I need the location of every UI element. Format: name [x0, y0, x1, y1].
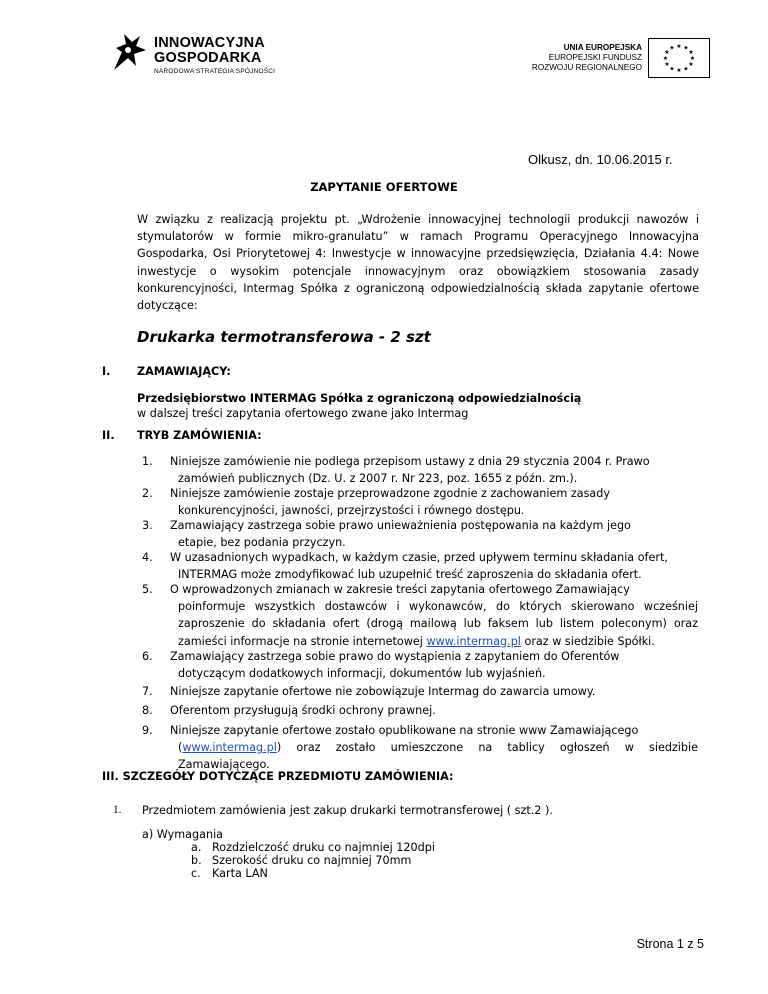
list-item-text: etapie, bez podania przyczyn. [178, 536, 346, 550]
list-item-text: Niniejsze zapytanie ofertowe zostało opublikowane na stronie www Zamawiającego [170, 724, 639, 737]
section1-company: Przedsiębiorstwo INTERMAG Spółka z ograniczoną odpowiedzialnością [137, 392, 582, 405]
eu-line2: EUROPEJSKI FUNDUSZ [548, 53, 642, 62]
list-item [170, 702, 698, 719]
requirement-text: Szerokość druku co najmniej 70mm [212, 854, 412, 867]
svg-text:★: ★ [676, 43, 682, 50]
list-item [170, 683, 698, 700]
eu-line3: ROZWOJU REGIONALNEGO [531, 63, 642, 72]
section2-number: II. [102, 429, 115, 442]
list-item-number: 9. [142, 724, 153, 737]
list-item-number: 3. [142, 519, 153, 532]
list-item-text: ) oraz zostało umieszczone na tablicy ogłoszeń w siedzibie Zamawiającego. [178, 741, 698, 772]
list-item-text: Niniejsze zamówienie zostaje przeprowadzone zgodnie z zachowaniem zasady [170, 487, 610, 500]
list-item [170, 485, 698, 519]
section3-item-number: 1. [113, 804, 122, 816]
eu-logo-text [532, 43, 642, 73]
section2-heading: TRYB ZAMÓWIENIA: [137, 429, 262, 442]
requirements-label: a) Wymagania [142, 828, 224, 841]
list-item-text: Zamawiający zastrzega sobie prawo do wystąpienia z zapytaniem do Oferentów [170, 650, 620, 663]
svg-text:★: ★ [683, 65, 689, 73]
list-item-text: dotyczącym dodatkowych informacji, dokumentów lub wyjaśnień. [178, 667, 546, 681]
list-item-text: INTERMAG może zmodyfikować lub uzupełnić treść zaproszenia do składania ofert. [178, 568, 642, 582]
requirement-letter: a. [191, 841, 202, 854]
list-item [170, 648, 698, 682]
requirement-letter: c. [191, 867, 201, 880]
logo-line3: NARODOWA STRATEGIA SPÓJNOŚCI [154, 68, 276, 75]
svg-text:★: ★ [683, 44, 689, 52]
list-item [170, 517, 698, 551]
svg-text:★: ★ [669, 65, 675, 73]
list-item-text: Oferentom przysługują środki ochrony prawnej. [170, 704, 436, 717]
list-item-text: ( [178, 741, 183, 755]
list-item-number: 2. [142, 487, 153, 500]
list-item-text: W uzasadnionych wypadkach, w każdym czasie, przed upływem terminu składania ofert, [170, 551, 668, 564]
subject-line: Drukarka termotransferowa - 2 szt [137, 328, 431, 346]
list-item-text: O wprowadzonych zmianach w zakresie treści zapytania ofertowego Zamawiający [170, 583, 630, 596]
svg-text:★: ★ [688, 49, 694, 56]
requirement-letter: b. [191, 854, 202, 867]
list-item-number: 7. [142, 685, 153, 698]
list-item [170, 581, 698, 650]
eu-flag-icon [648, 38, 710, 78]
list-item-number: 6. [142, 650, 153, 663]
svg-text:★: ★ [669, 44, 675, 52]
intermag-website-link[interactable]: www.intermag.pl [426, 634, 521, 648]
section1-number: I. [102, 365, 111, 378]
svg-text:★: ★ [688, 61, 694, 68]
page-number: Strona 1 z 5 [636, 937, 704, 951]
list-item-text: oraz w siedzibie Spółki. [520, 634, 655, 648]
svg-text:★: ★ [676, 67, 682, 74]
list-item [170, 549, 698, 583]
ig-logo-mark-icon [110, 30, 148, 72]
list-item-text: zamówień publicznych (Dz. U. z 2007 r. Nr 223, poz. 1655 z późn. zm.). [178, 472, 578, 486]
list-item-text: Niniejsze zamówienie nie podlega przepisom ustawy z dnia 29 stycznia 2004 r. Prawo [170, 455, 650, 468]
list-item-text: poinformuje wszystkich dostawców i wykonawców, do których skierowano wcześniej zaproszenie do składania ofert (drogą mailową lub faksem lub listem poleconym) oraz zamieści informacje na stronie internetowej [178, 600, 698, 648]
list-item-text: konkurencyjności, jawności, przejrzystości i równego dostępu. [178, 504, 525, 518]
list-item-number: 5. [142, 583, 153, 596]
logo-line1: INNOWACYJNA [154, 35, 265, 51]
svg-text:★: ★ [662, 55, 669, 62]
date-line: Olkusz, dn. 10.06.2015 r. [528, 152, 673, 167]
requirement-text: Karta LAN [212, 867, 268, 880]
svg-text:★: ★ [664, 61, 670, 68]
list-item [170, 453, 698, 487]
section1-note: w dalszej treści zapytania ofertowego zwane jako Intermag [137, 407, 469, 420]
innowacyjna-gospodarka-logo [110, 30, 280, 78]
list-item-number: 1. [142, 455, 153, 468]
section1-heading: ZAMAWIAJĄCY: [137, 365, 231, 378]
intermag-website-link[interactable]: www.intermag.pl [182, 741, 277, 755]
requirement-text: Rozdzielczość druku co najmniej 120dpi [212, 841, 435, 854]
svg-text:★: ★ [689, 55, 696, 62]
document-title: ZAPYTANIE OFERTOWE [310, 180, 458, 194]
intro-paragraph: W związku z realizacją projektu pt. „Wdrożenie innowacyjnej technologii produkcji nawozów i stymulatorów w formie mikro-granulatu” w ramach Programu Operacyjnego Innowacyjna Gospodarka, Osi Priorytetowej 4: Inwestycje w innowacyjne przedsięwzięcia, Działania 4.4: Nowe inwestycje o wysokim potencjale innowacyjnym oraz obowiązkiem stosowania zasady konkurencyjności, Intermag Spółka z ograniczoną odpowiedzialnością składa zapytanie ofertowe dotyczące: [137, 213, 699, 313]
list-item [170, 722, 698, 774]
svg-text:★: ★ [664, 49, 670, 56]
section3-item-text: Przedmiotem zamówienia jest zakup drukarki termotransferowej ( szt.2 ). [142, 804, 553, 817]
list-item-text: Zamawiający zastrzega sobie prawo unieważnienia postępowania na każdym jego [170, 519, 631, 532]
list-item-number: 8. [142, 704, 153, 717]
logo-line2: GOSPODARKA [154, 50, 262, 66]
eu-line1: UNIA EUROPEJSKA [563, 43, 642, 52]
list-item-number: 4. [142, 551, 153, 564]
section3-heading: III. SZCZEGÓŁY DOTYCZĄCE PRZEDMIOTU ZAMÓWIENIA: [102, 770, 454, 783]
list-item-text: Niniejsze zapytanie ofertowe nie zobowiązuje Intermag do zawarcia umowy. [170, 685, 596, 698]
